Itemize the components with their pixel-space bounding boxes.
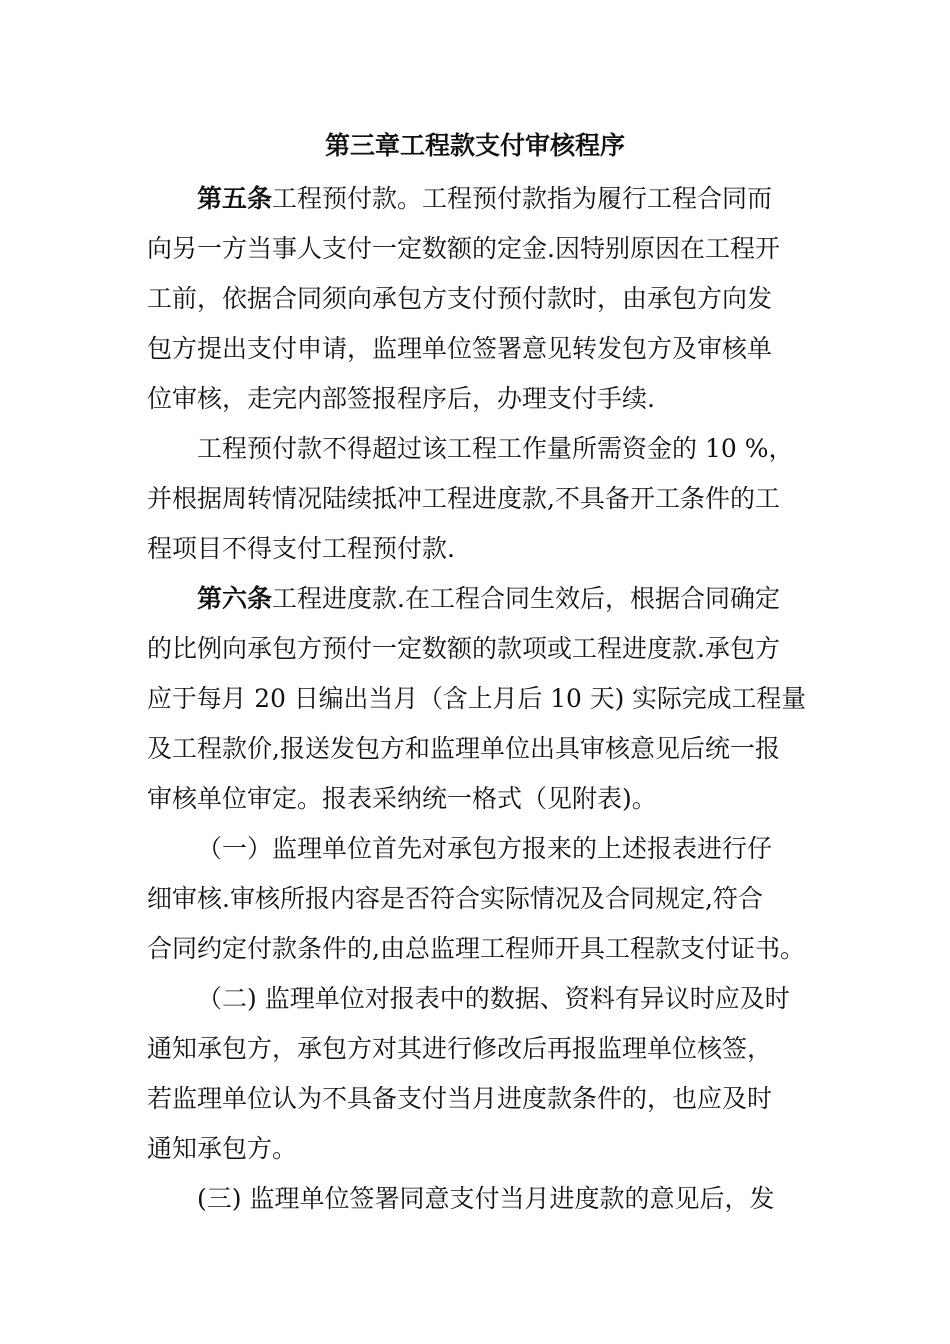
prepay-line-1: 工程预付款不得超过该工程工作量所需资金的 10 %， (197, 434, 794, 463)
article6-line-5: 审核单位审定。报表采纳统一格式（见附表)。 (147, 784, 657, 813)
article5-line-3: 工前，依据合同须向承包方支付预付款时，由承包方向发 (147, 284, 773, 313)
article6-label: 第六条 (197, 584, 273, 613)
item1-line-2: 细审核.审核所报内容是否符合实际情况及合同规定,符合 (147, 884, 763, 913)
item1-line-1: （一）监理单位首先对承包方报来的上述报表进行仔 (197, 834, 773, 863)
article6-line-4: 及工程款价,报送发包方和监理单位出具审核意见后统一报 (147, 734, 780, 763)
article6-line-3: 应于每月 20 日编出当月（含上月后 10 天) 实际完成工程量 (147, 684, 807, 713)
article5-line-1 (197, 183, 772, 215)
article5-line-5: 位审核，走完内部签报程序后，办理支付手续. (147, 384, 655, 413)
prepay-line-3: 程项目不得支付工程预付款. (147, 534, 455, 563)
article6-text-1: 工程进度款.在工程合同生效后，根据合同确定 (272, 584, 780, 613)
item2-line-3: 若监理单位认为不具备支付当月进度款条件的，也应及时 (147, 1084, 773, 1113)
article5-label: 第五条 (197, 184, 273, 213)
article6-line-1 (197, 583, 780, 615)
article5-line-4: 包方提出支付申请，监理单位签署意见转发包方及审核单 (147, 334, 773, 363)
item2-line-2: 通知承包方，承包方对其进行修改后再报监理单位核签， (147, 1034, 773, 1063)
item2-line-4: 通知承包方。 (147, 1134, 298, 1163)
chapter-title: 第三章工程款支付审核程序 (324, 131, 625, 160)
article6-line-2: 的比例向承包方预付一定数额的款项或工程进度款.承包方 (147, 634, 780, 663)
article5-line-2: 向另一方当事人支付一定数额的定金.因特别原因在工程开 (147, 234, 780, 263)
item2-line-1: （二) 监理单位对报表中的数据、资料有异议时应及时 (197, 984, 790, 1013)
item1-line-3: 合同约定付款条件的,由总监理工程师开具工程款支付证书。 (147, 934, 805, 963)
item3-line-1: (三) 监理单位签署同意支付当月进度款的意见后，发 (197, 1184, 775, 1213)
prepay-line-2: 并根据周转情况陆续抵冲工程进度款,不具备开工条件的工 (147, 484, 780, 513)
article5-text-1: 工程预付款。工程预付款指为履行工程合同而 (272, 184, 773, 213)
